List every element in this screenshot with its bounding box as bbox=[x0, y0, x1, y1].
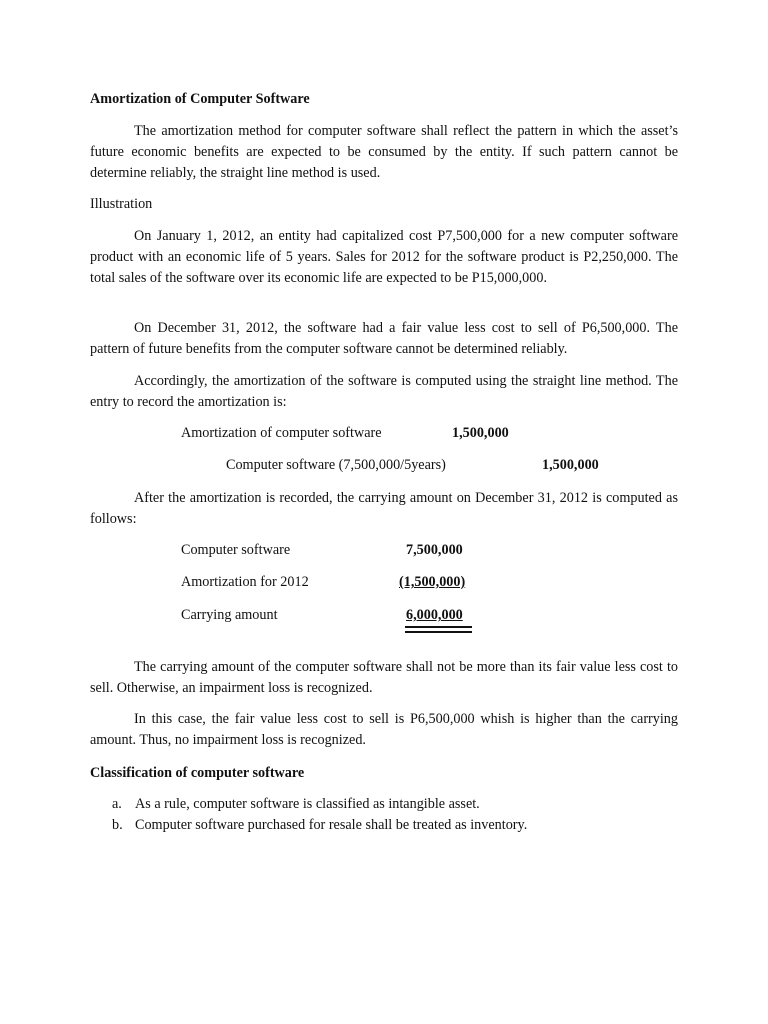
list-item bbox=[112, 815, 527, 836]
list-marker: a. bbox=[112, 796, 122, 812]
double-underline bbox=[405, 626, 472, 633]
list-item bbox=[112, 794, 527, 815]
computation-value-amortization: (1,500,000) bbox=[399, 574, 466, 590]
paragraph-fair-value: On December 31, 2012, the software had a fair value less cost to sell of P6,500,000. The pattern of future benefits from the computer software cannot be determined reliably. bbox=[90, 320, 678, 357]
computation-label-amortization: Amortization for 2012 bbox=[181, 574, 309, 590]
computation-value-carrying: 6,000,000 bbox=[406, 607, 463, 623]
classification-list bbox=[112, 794, 527, 836]
computation-label-carrying: Carrying amount bbox=[181, 607, 278, 623]
list-marker: b. bbox=[112, 817, 123, 833]
paragraph-impairment-conclusion: In this case, the fair value less cost to sell is P6,500,000 whish is higher than the carrying amount. Thus, no impairment loss is recognized. bbox=[90, 711, 678, 748]
paragraph-straight-line: Accordingly, the amortization of the software is computed using the straight line method. The entry to record the amortization is: bbox=[90, 373, 678, 410]
entry-credit-amount: 1,500,000 bbox=[542, 457, 599, 473]
entry-debit-account: Amortization of computer software bbox=[181, 425, 382, 441]
computation-label-cost: Computer software bbox=[181, 542, 291, 558]
list-item-text: As a rule, computer software is classified as intangible asset. bbox=[135, 796, 480, 812]
computation-value-cost: 7,500,000 bbox=[406, 542, 463, 558]
entry-credit-account: Computer software (7,500,000/5years) bbox=[226, 457, 446, 473]
illustration-label: Illustration bbox=[90, 196, 153, 212]
list-item-text: Computer software purchased for resale shall be treated as inventory. bbox=[135, 817, 528, 833]
paragraph-amortization-method: The amortization method for computer software shall reflect the pattern in which the asset’s future economic benefits are expected to be consumed by the entity. If such pattern cannot be determine reliably, the straight line method is used. bbox=[90, 123, 678, 181]
section-heading: Amortization of Computer Software bbox=[90, 91, 310, 107]
entry-debit-amount: 1,500,000 bbox=[452, 425, 509, 441]
classification-heading: Classification of computer software bbox=[90, 765, 305, 781]
paragraph-illustration-facts: On January 1, 2012, an entity had capitalized cost P7,500,000 for a new computer software product with an economic life of 5 years. Sales for 2012 for the software product is P2,250,000. The total sales of the software over its economic life are expected to be P15,000,000. bbox=[90, 228, 678, 286]
paragraph-carrying-intro: After the amortization is recorded, the carrying amount on December 31, 2012 is computed as follows: bbox=[90, 490, 678, 527]
paragraph-impairment-rule: The carrying amount of the computer software shall not be more than its fair value less cost to sell. Otherwise, an impairment loss is recognized. bbox=[90, 659, 678, 696]
